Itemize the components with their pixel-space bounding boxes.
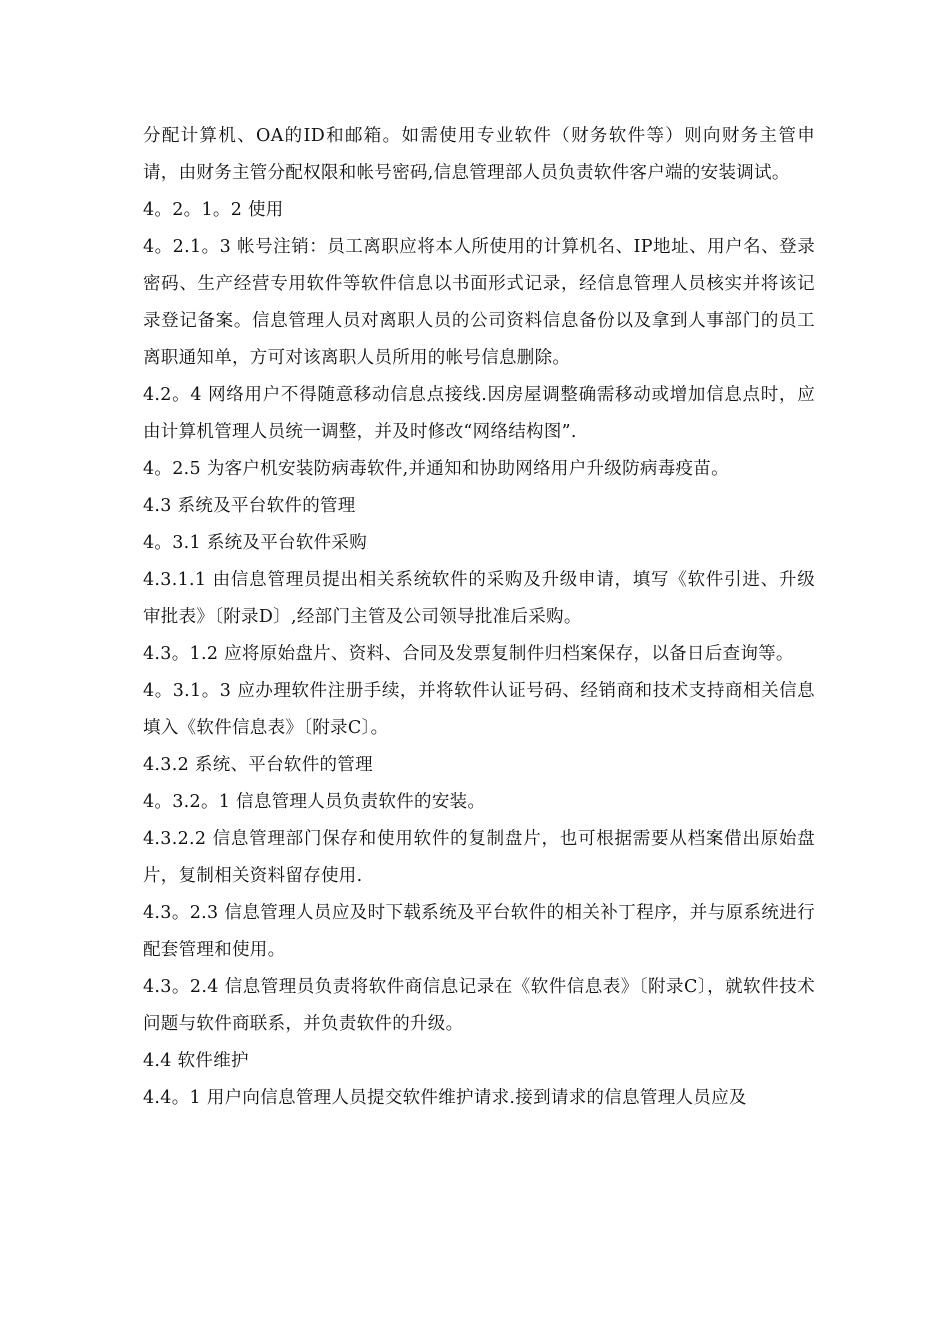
section-heading: 4。3.1 系统及平台软件采购 <box>143 533 368 553</box>
paragraph: 4.3.2.2 信息管理部门保存和使用软件的复制盘片，也可根据需要从档案借出原始盘片，复制相关资料留存使用. <box>143 829 815 886</box>
paragraph: 4.2。4 网络用户不得随意移动信息点接线.因房屋调整确需移动或增加信息点时，应由计算机管理人员统一调整，并及时修改“网络结构图”. <box>143 385 815 442</box>
paragraph: 4。2.1。3 帐号注销：员工离职应将本人所使用的计算机名、IP地址、用户名、登录密码、生产经营专用软件等软件信息以书面形式记录，经信息管理人员核实并将该记录登记备案。信息管理人员对离职人员的公司资料信息备份以及拿到人事部门的员工离职通知单，方可对该离职人员所用的帐号信息删除。 <box>143 237 815 368</box>
paragraph: 4.3。2.3 信息管理人员应及时下载系统及平台软件的相关补丁程序，并与原系统进行配套管理和使用。 <box>143 903 815 960</box>
section-heading: 4.3.2 系统、平台软件的管理 <box>143 755 373 775</box>
section-heading: 4.3 系统及平台软件的管理 <box>143 496 356 516</box>
paragraph: 4.3.1.1 由信息管理员提出相关系统软件的采购及升级申请，填写《软件引进、升级审批表》〔附录D〕,经部门主管及公司领导批准后采购。 <box>143 570 815 627</box>
paragraph: 4。2.5 为客户机安装防病毒软件,并通知和协助网络用户升级防病毒疫苗。 <box>143 459 729 479</box>
paragraph: 4.3。2.4 信息管理员负责将软件商信息记录在《软件信息表》〔附录C〕，就软件技术问题与软件商联系，并负责软件的升级。 <box>143 977 815 1034</box>
paragraph: 4。3.1。3 应办理软件注册手续，并将软件认证号码、经销商和技术支持商相关信息填入《软件信息表》〔附录C〕。 <box>143 681 815 738</box>
paragraph: 分配计算机、OA的ID和邮箱。如需使用专业软件（财务软件等）则向财务主管申请，由财务主管分配权限和帐号密码,信息管理部人员负责软件客户端的安装调试。 <box>143 126 815 183</box>
section-heading: 4.4 软件维护 <box>143 1051 249 1071</box>
document-body <box>143 118 815 1117</box>
paragraph: 4。3.2。1 信息管理人员负责软件的安装。 <box>143 792 486 812</box>
paragraph: 4.4。1 用户向信息管理人员提交软件维护请求.接到请求的信息管理人员应及 <box>143 1088 747 1108</box>
section-heading: 4。2。1。2 使用 <box>143 200 284 220</box>
paragraph: 4.3。1.2 应将原始盘片、资料、合同及发票复制件归档案保存，以备日后查询等。 <box>143 644 794 664</box>
